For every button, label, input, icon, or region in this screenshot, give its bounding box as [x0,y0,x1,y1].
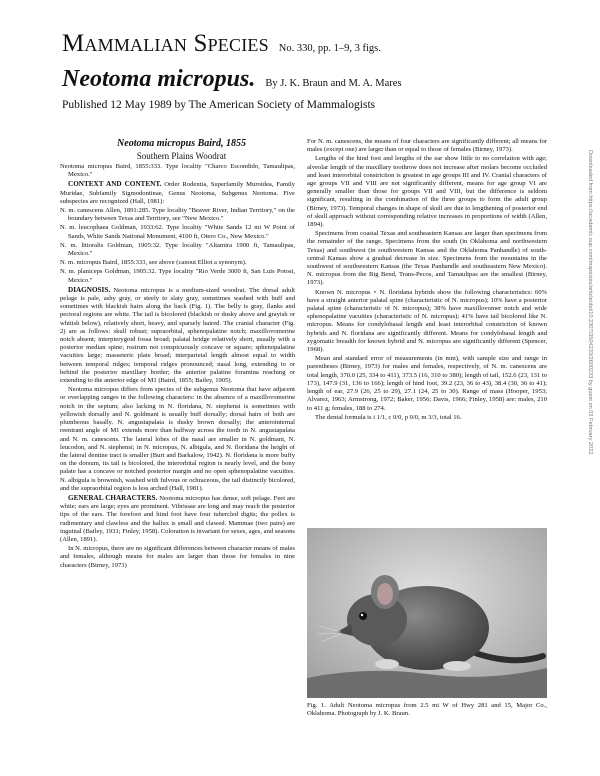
context-text: Order Rodentia, Superfamily Muroidea, Family Muridae, Subfamily Sigmodontinae, Genus Neotoma, Subgenus Neotoma. Five subspecies are recognized (Hall, 1981): [60,181,295,205]
general-characters-heading: GENERAL CHARACTERS. [68,493,158,502]
woodrat-photo [307,528,547,698]
right-paragraph: Known N. micropus × N. floridana hybrids show the following characteristics: 60% have a straight anterior palatal spine (characteristic of N. micropus); 10% have a posterior palatal spine (characteristic of N. micropus); 38% have maxillovomer notch and wide sphenopalatine vacuities (characteristic of N. micropus); 41% have tail bicolored like N. micropus. Means for condylobasal length and least interorbital constriction of known hybrids and N. floridana are significantly different. Means for condylobasal length and zygomatic breadth for known hybrid and N. micropus are significantly different (Spencer, 1968). [307,288,547,354]
right-paragraph: For N. m. canescens, the means of four characters are significantly different; all means for males (except one) are larger than or equal to those of females (Birney, 1973). [307,138,547,154]
diagnosis-text: Neotoma micropus is a medium-sized woodrat. The dorsal adult pelage is pale, ashy gray, or steely to slaty gray, sometimes washed with buff and sometimes with blackish hairs along the back (Fig. 1). The belly is gray, flanks and pectoral regions are white. The tail is bicolored (blackish or dusky above and grayish or whitish below), relatively short, heavy, and sparsely haired. The cranial character (Fig. 2) are as follows: skull robust; supraorbital, sphenopalatine notch; maxillovomerine notch absent; interpterygoid fossa broad; palatal bridge relatively short, usually with a posterior median spine; rostrum not conspicuously concave or square; sphenopalatine vacuities large; masseteric plate broad; interparietal length almost equal to width between temporal ridges; temporal ridges pronounced; nasal long, extending to or behind the posterior maxillary border; the anterior palatine foramina reaching or extending to the anterior edge of M1 (Baird, 1855; Bailey, 1905). [60,286,295,385]
right-paragraph: The dental formula is i 1/1, c 0/0, p 0/0, m 3/3, total 16. [315,413,462,421]
subspecies-entry: N. m. leucophaea Goldman, 1933:62. Type locality "White Sands 12 mi W Point of Sands, White Sands National Monument, 4100 ft, Otero Co., New Mexico." [60,224,295,240]
diagnosis-paragraph [60,286,295,385]
right-paragraph: Specimens from coastal Texas and southeastern Kansas are larger than specimens from the remainder of the range. Specimens from the south (in Oklahoma and northwestern Texas) and southwest (in southwestern Kansas and the Oklahoma Panhandle) of south-central Kansas show a gradual decrease in size. Specimens from the mountains in the southwest of southwestern Kansas (the Texas Panhandle and southeastern New Mexico). N. micropus from the Big Bend, Trans-Pecos, and Tamaulipas are the smallest (Birney, 1973). [307,230,547,287]
subspecies-entry: N. m. planiceps Goldman, 1905:32. Type locality "Rio Verde 3000 ft, San Luis Potosi, Mexico." [60,268,295,284]
journal-issue-info: No. 330, pp. 1–9, 3 figs. [278,43,381,54]
authors: By J. K. Braun and M. A. Mares [265,78,402,89]
journal-line [62,30,562,58]
general-characters-paragraph-2: In N. micropus, there are no significant differences between character means of males and females, although means for males are larger than those for females in nine characters (Birney, 1973) [60,545,295,569]
right-paragraph: Lengths of the hind foot and lengths of the ear show little to no correlation with age; alveolar length of the maxillary toothrow does not increase after molars become occluded and least interorbital constriction is greatest in age groups III and IV. Cranial characters of age groups VII and VIII are not significantly different, means for age group VI are generally smaller than those for groups VII and VIII, but the difference is seldom significant, resulting in the combination of the three groups to form the adult group (Birney, 1973). Temporal changes in shape of skull are due to lengthening of posterior end of skull approach without corresponding relative increases in proportions of width (Allen, 1894). [307,155,547,229]
general-characters-text: Neotoma micropus has dense, soft pelage. Feet are white; ears are large; eyes are prominent. Vibrissae are long and may reach the posterior tips of the ears. The forefoot and hind foot have four tubercled digits; the pollex is rudimentary and clawless and the hallux is small and clawed. Mammae (two pairs) are inguinal (Bailey, 1931; Finley, 1958). Coloration is invariant for sexes, ages, and seasons (Allen, 1891). [60,494,295,543]
download-notice: Downloaded from https://academic.oup.com/mspecies/article/doi/10.2307/3504233/2600233 by guest on 03 February 2022 [587,150,593,455]
common-name: Southern Plains Woodrat [136,151,227,161]
right-paragraph: Mean and standard error of measurements (in mm), with sample size and range in parentheses (Birney, 1973) for males and females, respectively, of N. m. canescens are total length, 370.0 (25, 334 to 411), 373.5 (16, 310 to 380); length of tail, 152.6 (23, 131 to 173), 147.9 (31, 136 to 166); length of hind foot, 39.2 (23, 36 to 43), 38.4 (30, 36 to 41); length of ear, 27.9 (26, 25 to 29), 27.1 (24, 25 to 30). Range of mass (Hooper, 1953; Alvarez, 1963; Armstrong, 1972; Baker, 1956; Davis, 1966; Finley, 1958) are: males, 210 to 411 g; females, 188 to 274. [307,355,547,412]
diagnosis-heading: DIAGNOSIS. [68,285,111,294]
subspecies-entry: N. m. littoralis Goldman, 1905:32. Type locality "Altamira 1900 ft, Tamaulipas, Mexico." [60,241,295,258]
context-paragraph [60,180,295,206]
species-heading: Neotoma micropus Baird, 1855 [117,138,246,149]
woodrat-illustration [307,528,547,698]
subspecies-entry: N. m. canescens Allen, 1891:285. Type locality "Beaver River, Indian Territory," on the boundary between Texas and Territory, see "New Mexico." [60,207,295,223]
subspecies-entry: N. m. micropus Baird, 1855:333, see above (canout Elliot a synonym). [60,259,247,267]
diagnosis-paragraph-2: Neotoma micropus differs from species of the subgenus Neotoma that have adjacent or overlapping ranges in the following characters: in the absence of a maxillovomerine notch in the septum; also lacking in N. floridana, N. stephensi is sometimes with yellowish dorsally and N. goldmani is usually buff dorsally; dorsal hairs of both are plumbeous basally. N. angustapalata is dusky brown dorsally; the anterointernal reentrant angle of M1 extends more than halfway across the tooth in N. angustapalata and N. m. canescens. The lateral lobes of the nasal are smaller in N. goldmani, N. leucodon, and N. stephensi; in N. micropus, N. albigula, and N. floridana the height of the lateral dentine tract is smaller (Burt and Barkalow, 1942). N. floridana is more buffy on the dorsum, its tail is bicolored, the interorbital region is nearly level, and the bony palate has a concave or notched posterior margin and no open sphenopalatine vacuities. N. albigula is brownish, washed with fulvous or ochraceous, the tail distinctly bicolored, and the supraorbital region is less arched (Hall, 1981). [60,386,295,492]
general-characters-paragraph [60,494,295,544]
left-column [60,138,295,571]
publication-line: Published 12 May 1989 by The American Society of Mammalogists [62,99,376,111]
figure-caption: Fig. 1. Adult Neotoma micropus from 2.5 mi W of Hwy 281 and 15, Major Co., Oklahoma. Photograph by J. K. Braun. [307,702,547,718]
journal-title: Mammalian Species [62,30,269,57]
masthead [62,30,562,111]
context-heading: CONTEXT AND CONTENT. [68,180,162,189]
right-column [307,138,547,423]
article-title-line [62,66,562,93]
species-title: Neotoma micropus. [62,66,256,92]
synonymy-lead: Neotoma micropus Baird, 1855:333. Type locality "Charco Escondido, Tamaulipas, Mexico." [60,163,295,179]
